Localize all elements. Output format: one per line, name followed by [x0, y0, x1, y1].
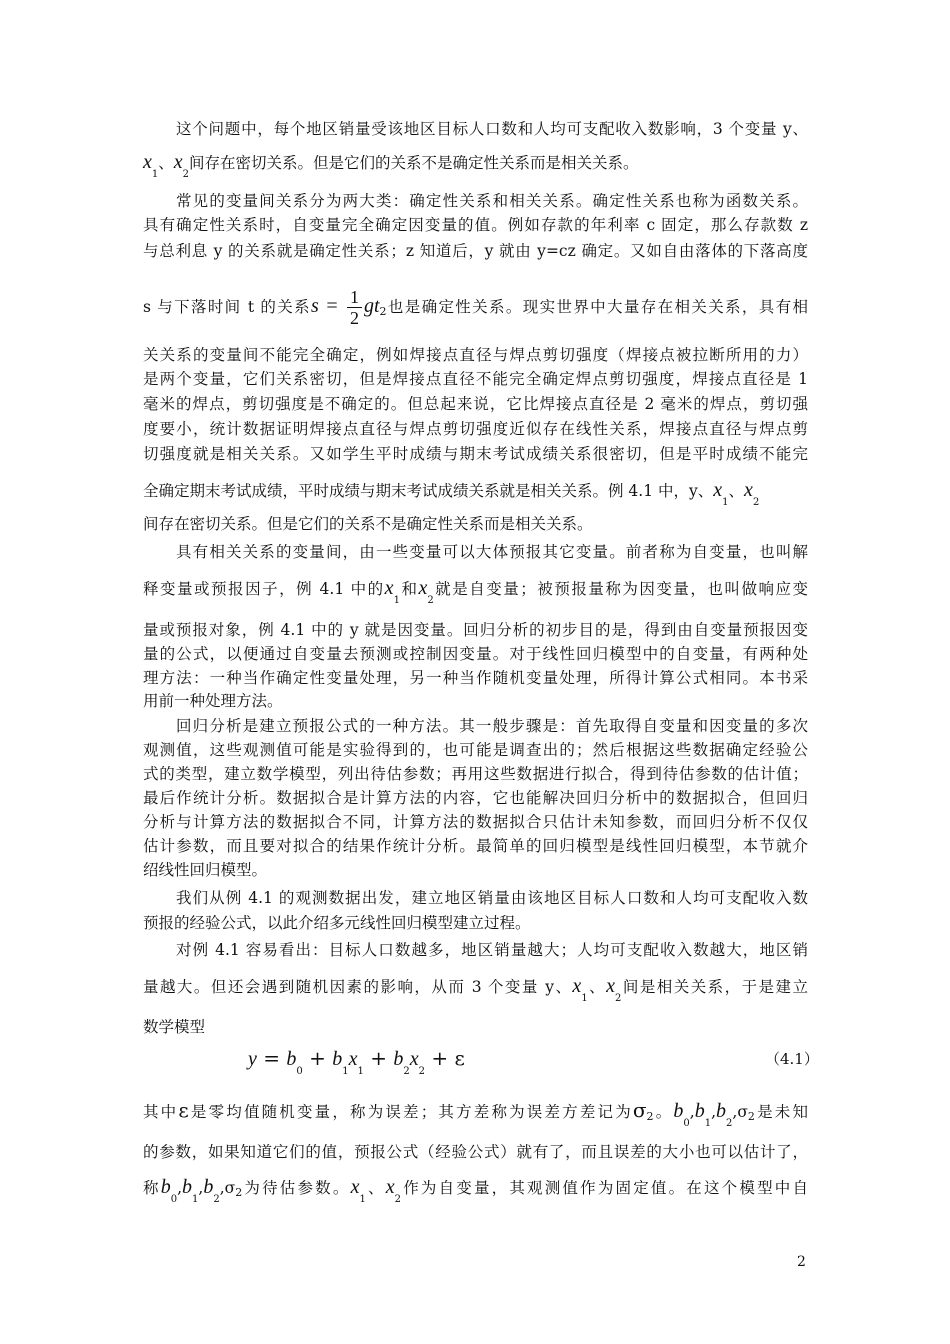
paragraph-line: 量或预报对象，例 4.1 中的 y 就是因变量。回归分析的初步目的是，得到由自变量预报因变: [143, 621, 808, 639]
paragraph-line: 理方法：一种当作确定性变量处理，另一种当作随机变量处理，所得计算公式相同。本书采: [143, 669, 808, 687]
paragraph-line: 对例 4.1 容易看出：目标人口数越多，地区销量越大；人均可支配收入数越大，地区销: [176, 941, 808, 959]
paragraph-line: 具有相关关系的变量间，由一些变量可以大体预报其它变量。前者称为自变量，也叫解: [176, 543, 808, 561]
paragraph-line: 释变量或预报因子，例 4.1 中的$x_1$和$x_2$就是自变量；被预报量称为因变量，也叫做响应变: [143, 577, 808, 606]
regression-equation: $y = b_0 + b_1x_1 + b_2x_2 + \varepsilon$: [248, 1046, 465, 1077]
paragraph-line: 常见的变量间关系分为两大类：确定性关系和相关关系。确定性关系也称为函数关系。: [176, 192, 808, 210]
paragraph-line: 式的类型，建立数学模型，列出待估参数；再用这些数据进行拟合，得到待估参数的估计值；: [143, 765, 808, 783]
paragraph-line: 绍线性回归模型。: [143, 861, 268, 879]
paragraph-line: 量越大。但还会遇到随机因素的影响，从而 3 个变量 y、$x_1$、$x_2$间是相关关系，于是建立: [143, 975, 808, 1004]
paragraph-line: 度要小，统计数据证明焊接点直径与焊点剪切强度近似存在线性关系，焊接点直径与焊点剪: [143, 420, 808, 438]
paragraph-line: $x_1$、$x_2$间存在密切关系。但是它们的关系不是确定性关系而是相关关系。: [143, 151, 639, 180]
paragraph-line: 是两个变量，它们关系密切，但是焊接点直径不能完全确定焊点剪切强度，焊接点直径是 1: [143, 370, 808, 388]
paragraph-line: s 与下落时间 t 的关系s = $\frac{1}{2}$ gt2也是确定性关系。现实世界中大量存在相关关系，具有相: [143, 287, 808, 328]
paragraph-line: 预报的经验公式，以此介绍多元线性回归模型建立过程。: [143, 914, 531, 932]
paragraph-line: 量的公式，以便通过自变量去预测或控制因变量。对于线性回归模型中的自变量，有两种处: [143, 645, 808, 663]
paragraph-line: 我们从例 4.1 的观测数据出发，建立地区销量由该地区目标人口数和人均可支配收入数: [176, 889, 808, 907]
paragraph-line: 回归分析是建立预报公式的一种方法。其一般步骤是：首先取得自变量和因变量的多次: [176, 717, 808, 735]
paragraph-line: 的参数，如果知道它们的值，预报公式（经验公式）就有了，而且误差的大小也可以估计了，: [143, 1143, 808, 1161]
paragraph-line: 间存在密切关系。但是它们的关系不是确定性关系而是相关关系。: [143, 515, 593, 533]
paragraph-line: 分析与计算方法的数据拟合不同，计算方法的数据拟合只估计未知参数，而回归分析不仅仅: [143, 813, 808, 831]
paragraph-line: 关关系的变量间不能完全确定，例如焊接点直径与焊点剪切强度（焊接点被拉断所用的力）: [143, 346, 808, 364]
paragraph-line: 最后作统计分析。数据拟合是计算方法的内容，它也能解决回归分析中的数据拟合，但回归: [143, 789, 808, 807]
paragraph-line: 用前一种处理方法。: [143, 692, 283, 710]
paragraph-line: 观测值，这些观测值可能是实验得到的，也可能是调查出的；然后根据这些数据确定经验公: [143, 741, 808, 759]
paragraph-line: 称$b_0,b_1,b_2,\sigma 2$为待估参数。$x_1$、$x_2$作为自变量，其观测值作为固定值。在这个模型中自: [143, 1176, 808, 1205]
paragraph-line: 全确定期末考试成绩，平时成绩与期末考试成绩关系就是相关关系。例 4.1 中，y、$x_1$、$x_2$: [143, 479, 760, 508]
paragraph-line: 估计参数，而且要对拟合的结果作统计分析。最简单的回归模型是线性回归模型，本节就介: [143, 837, 808, 855]
paragraph-line: 数学模型: [143, 1018, 206, 1036]
paragraph-line: 与总利息 y 的关系就是确定性关系；z 知道后，y 就由 y=cz 确定。又如自由落体的下落高度: [143, 242, 808, 260]
equation-number: （4.1）: [765, 1050, 819, 1068]
paragraph-line: 切强度就是相关关系。又如学生平时成绩与期末考试成绩关系很密切，但是平时成绩不能完: [143, 445, 808, 463]
paragraph-line: 毫米的焊点，剪切强度是不确定的。但总起来说，它比焊接点直径是 2 毫米的焊点，剪切强: [143, 395, 808, 413]
paragraph-line: 这个问题中，每个地区销量受该地区目标人口数和人均可支配收入数影响，3 个变量 y、: [176, 120, 808, 138]
paragraph-line: 其中ε是零均值随机变量，称为误差；其方差称为误差方差记为σ2。$b_0,b_1,b_2,\sigma 2$是未知: [143, 1098, 808, 1129]
formula-free-fall: s = $\frac{1}{2}$ gt: [310, 287, 380, 328]
page-number: 2: [797, 1254, 806, 1270]
paragraph-line: 具有确定性关系时，自变量完全确定因变量的值。例如存款的年利率 c 固定，那么存款数 z: [143, 216, 808, 234]
